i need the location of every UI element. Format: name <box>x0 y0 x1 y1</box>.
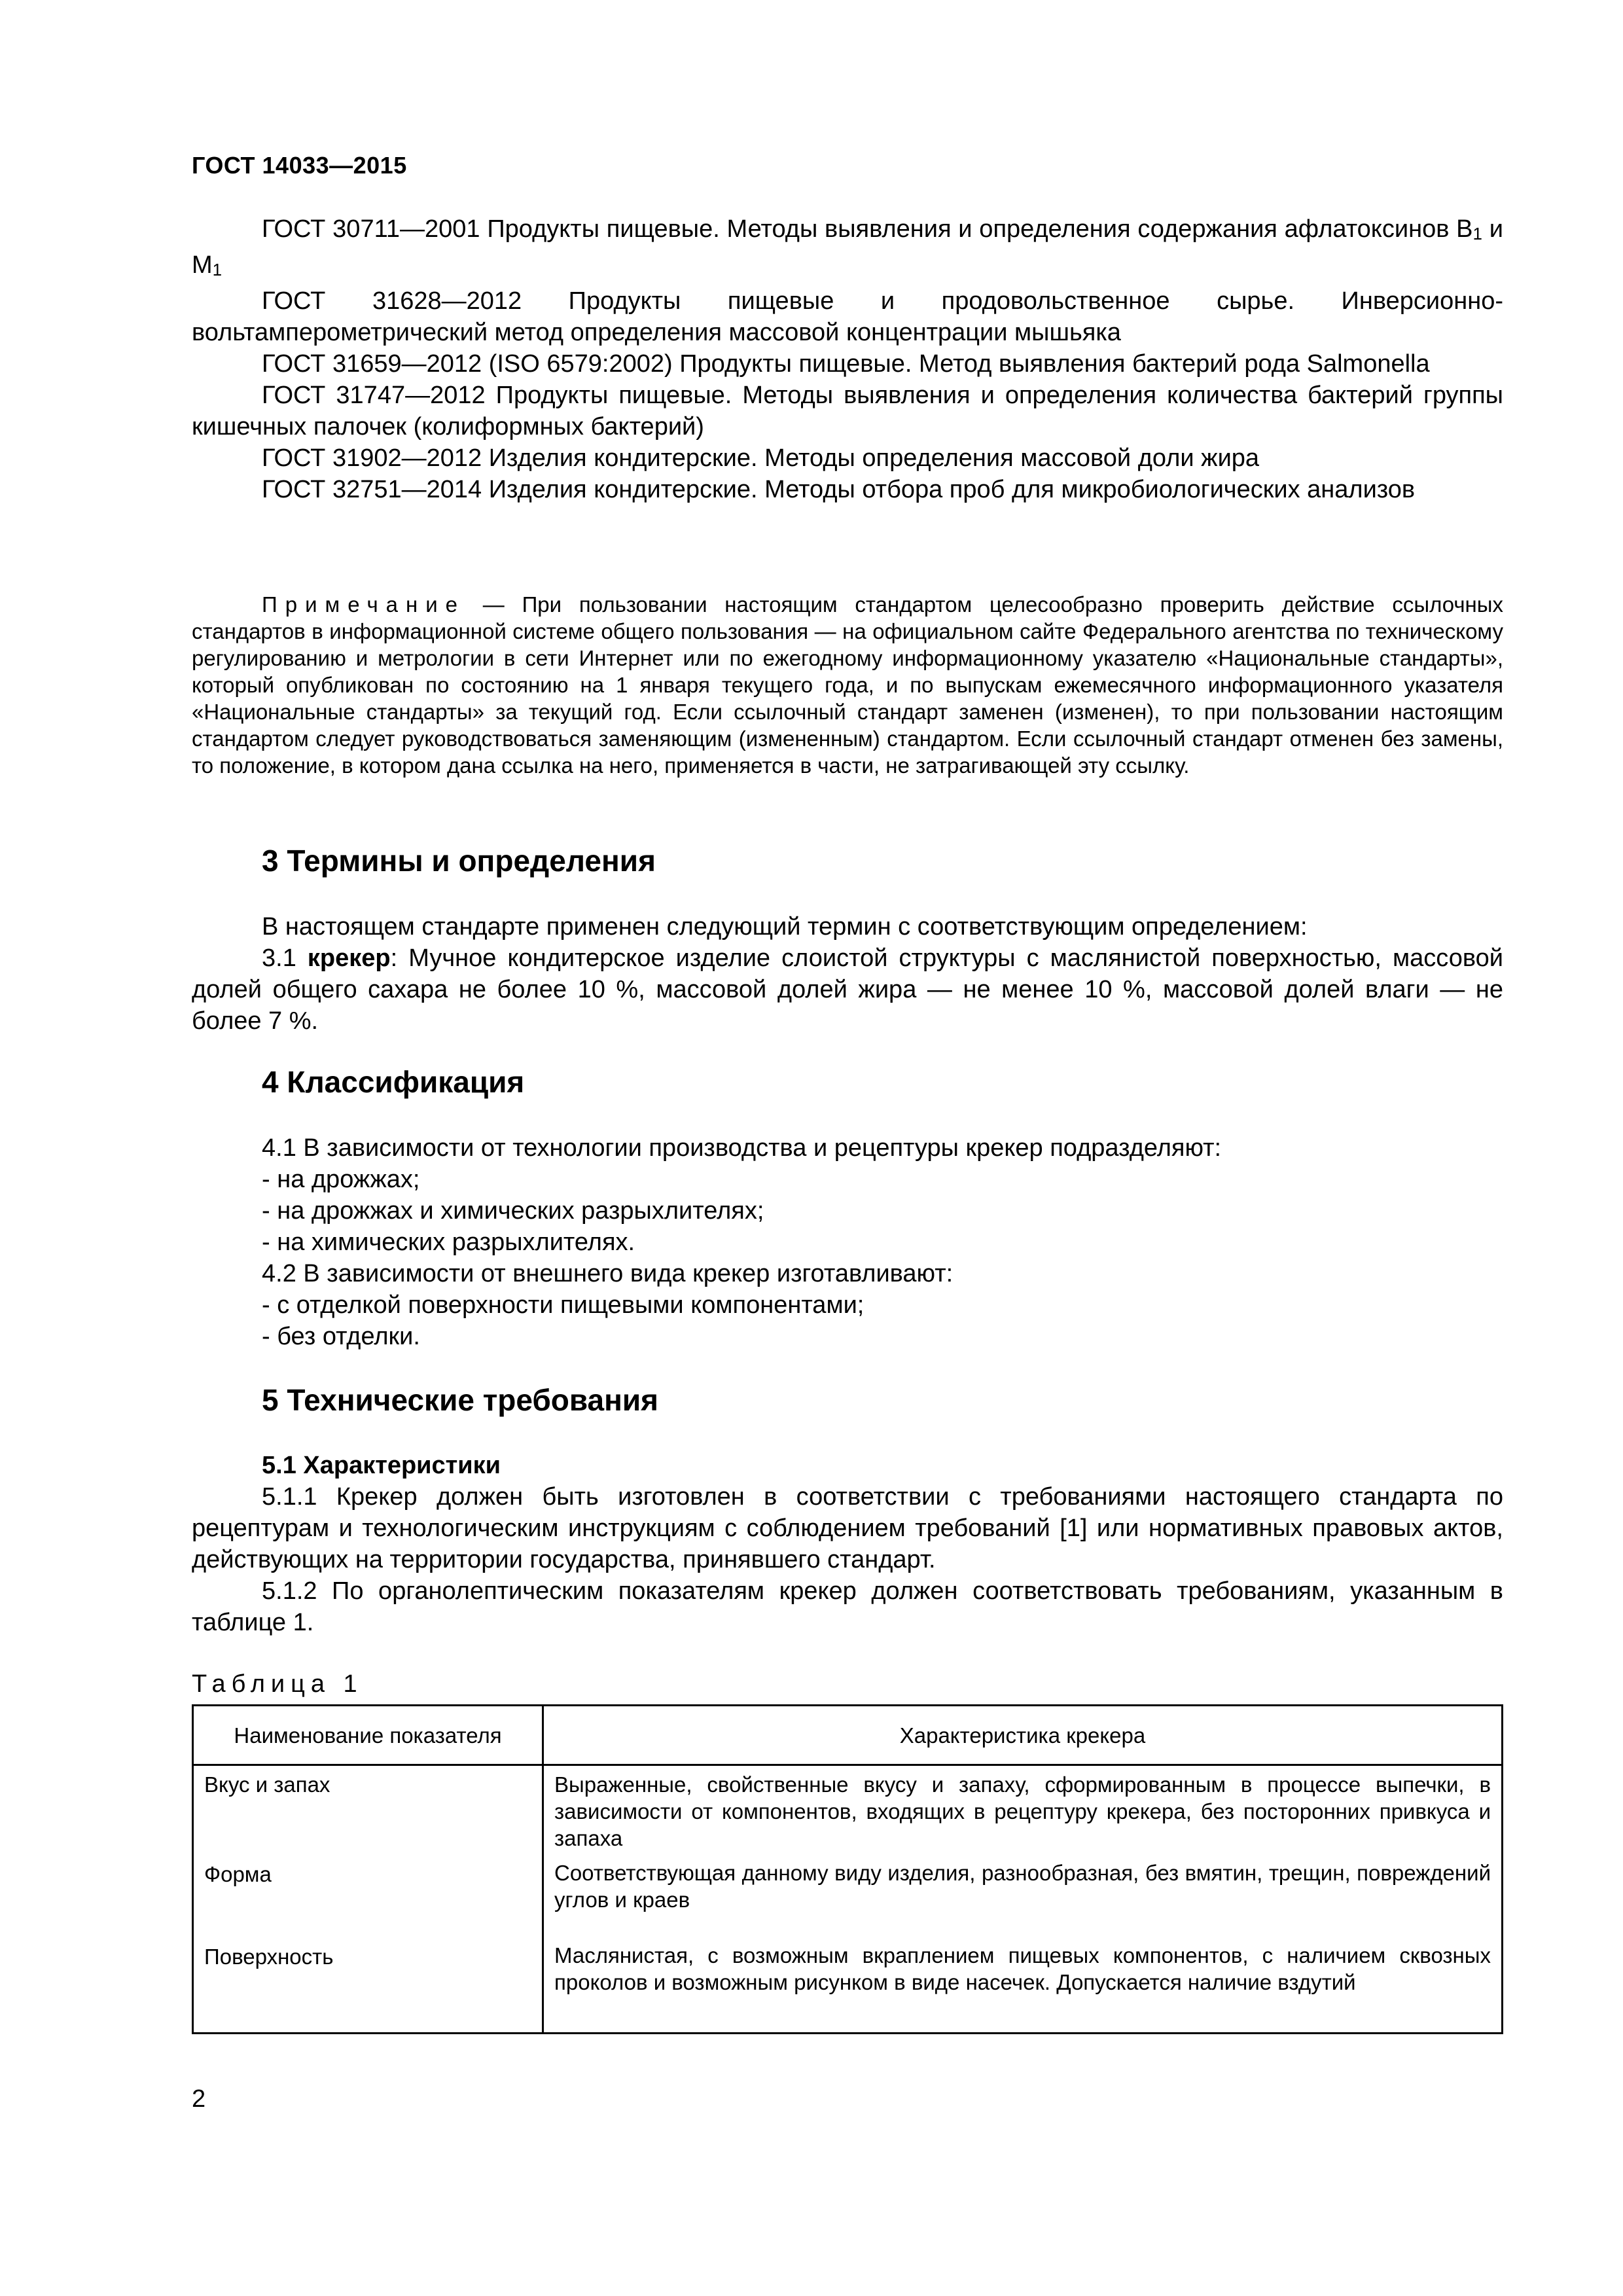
reference-item: ГОСТ 31902—2012 Изделия кондитерские. Методы определения массовой доли жира <box>262 444 1260 472</box>
note-paragraph <box>192 591 1503 779</box>
reference-item: ГОСТ 32751—2014 Изделия кондитерские. Методы отбора проб для микробиологических анализов <box>262 476 1416 503</box>
reference-item: ГОСТ 31659—2012 (ISO 6579:2002) Продукты пищевые. Метод выявления бактерий рода Salmonella <box>262 350 1430 378</box>
table-cell-indicator: Вкус и запах Форма Поверхность <box>193 1765 543 2033</box>
organoleptic-table <box>192 1704 1503 2034</box>
list-item: - на дрожжах; <box>262 1166 420 1193</box>
note-label: Примечание <box>262 592 466 617</box>
column-header-indicator: Наименование показателя <box>193 1706 543 1765</box>
section-4-body <box>192 1132 1503 1352</box>
section-5-body <box>192 1450 1503 1638</box>
reference-item: ГОСТ 30711—2001 Продукты пищевые. Методы выявления и определения содержания афлатоксинов B1 и M1 <box>192 215 1503 279</box>
reference-item: ГОСТ 31628—2012 Продукты пищевые и продовольственное сырье. Инверсионно-вольтамперометрический метод определения массовой концентрации мышьяка <box>192 287 1503 346</box>
normative-references-list <box>192 213 1503 505</box>
section-5-heading: 5 Технические требования <box>262 1383 658 1417</box>
list-item: - без отделки. <box>262 1323 420 1350</box>
page-number: 2 <box>192 2085 206 2113</box>
term-definition: 3.1 крекер: Мучное кондитерское изделие слоистой структуры с маслянистой поверхностью, массовой долей общего сахара не более 10 %, массовой долей жира — не менее 10 %, массовой долей влаги — не более 7 %. <box>192 944 1503 1035</box>
list-item: - с отделкой поверхности пищевыми компонентами; <box>262 1291 865 1319</box>
section-3-heading: 3 Термины и определения <box>262 844 656 878</box>
document-page <box>192 0 1503 2296</box>
table-header-row <box>193 1706 1503 1765</box>
subsection-5-1-heading: 5.1 Характеристики <box>262 1452 501 1479</box>
reference-item: ГОСТ 31747—2012 Продукты пищевые. Методы выявления и определения количества бактерий группы кишечных палочек (колиформных бактерий) <box>192 382 1503 440</box>
section-3-body <box>192 911 1503 1037</box>
table-1-caption: Таблица 1 <box>192 1670 363 1698</box>
list-item: - на химических разрыхлителях. <box>262 1229 635 1256</box>
term-name: крекер <box>307 944 391 972</box>
table-row <box>193 1765 1503 2033</box>
table-cell-characteristic: Выраженные, свойственные вкусу и запаху, сформированным в процессе выпечки, в зависимости от компонентов, входящих в рецептуру крекера, без посторонних привкуса и запаха Соответствующая данному виду изделия, разнообразная, без вмятин, трещин, повреждений углов и краев Маслянистая, с возможным вкраплением пищевых компонентов, с наличием сквозных проколов и возможным рисунком в виде насечек. Допускается наличие вздутий <box>543 1765 1503 2033</box>
classification-4-1: 4.1 В зависимости от технологии производства и рецептуры крекер подразделяют: <box>262 1134 1222 1162</box>
document-header-id: ГОСТ 14033—2015 <box>192 152 407 179</box>
paragraph-5-1-2: 5.1.2 По органолептическим показателям крекер должен соответствовать требованиям, указанным в таблице 1. <box>192 1577 1503 1636</box>
list-item: - на дрожжах и химических разрыхлителях; <box>262 1197 764 1225</box>
note-text: — При пользовании настоящим стандартом целесообразно проверить действие ссылочных стандартов в информационной системе общего пользования — на официальном сайте Федерального агентства по техническому регулированию и метрологии в сети Интернет или по ежегодному информационному указателю «Национальные стандарты», который опубликован по состоянию на 1 января текущего года, и по выпускам ежемесячного информационного указателя «Национальные стандарты» за текущий год. Если ссылочный стандарт заменен (изменен), то при пользовании настоящим стандартом следует руководствоваться заменяющим (измененным) стандартом. Если ссылочный стандарт отменен без замены, то положение, в котором дана ссылка на него, применяется в части, не затрагивающей эту ссылку. <box>192 592 1503 778</box>
section-4-heading: 4 Классификация <box>262 1065 525 1099</box>
column-header-characteristic: Характеристика крекера <box>543 1706 1503 1765</box>
section-3-intro: В настоящем стандарте применен следующий термин с соответствующим определением: <box>262 913 1308 941</box>
classification-4-2: 4.2 В зависимости от внешнего вида крекер изготавливают: <box>262 1260 954 1287</box>
paragraph-5-1-1: 5.1.1 Крекер должен быть изготовлен в соответствии с требованиями настоящего стандарта по рецептурам и технологическим инструкциям с соблюдением требований [1] или нормативных правовых актов, действующих на территории государства, принявшего стандарт. <box>192 1483 1503 1573</box>
